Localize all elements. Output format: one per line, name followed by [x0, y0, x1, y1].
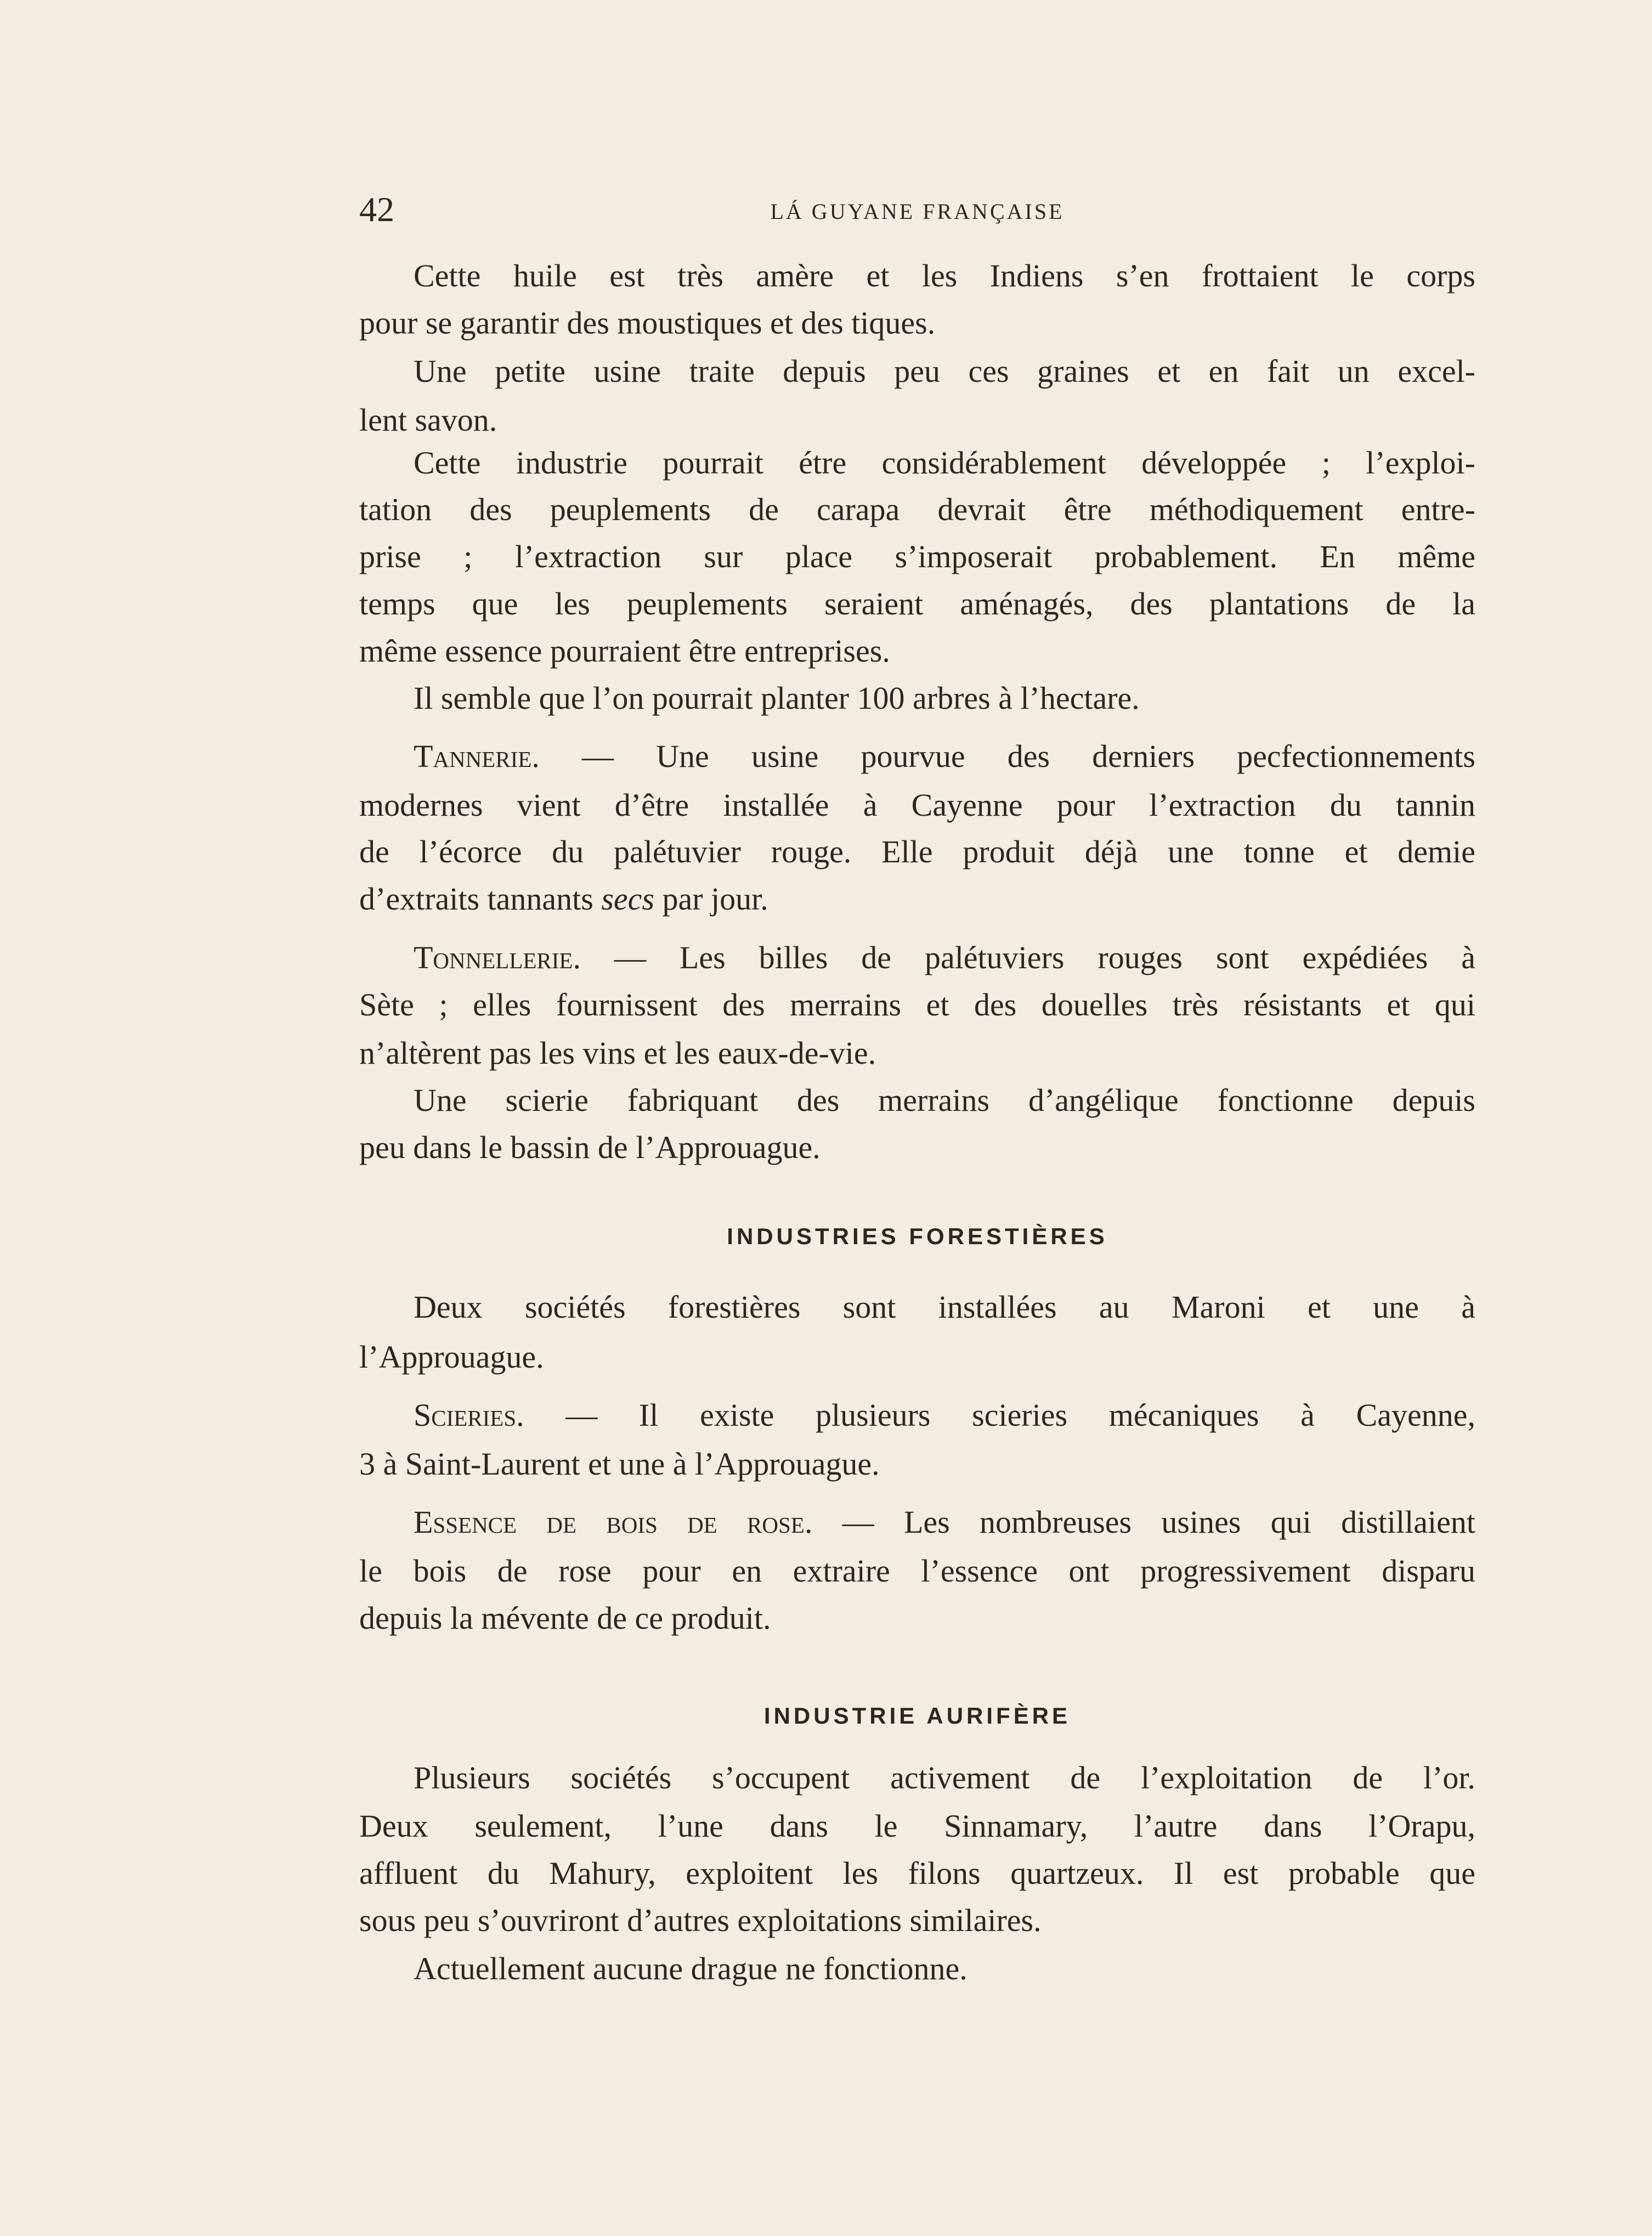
text-run: Il semble que l’on pourrait planter 100 arbres à l’hectare. — [414, 680, 1140, 716]
text-run: temps que les peuplements seraient aménagés, des plantations de la — [359, 586, 1475, 622]
text-line — [359, 582, 1475, 626]
text-run: Deux seulement, l’une dans le Sinnamary, l’autre dans l’Orapu, — [359, 1808, 1475, 1844]
text-line — [359, 629, 1475, 673]
text-line — [359, 254, 1475, 298]
text-line — [359, 398, 1475, 442]
text-run: Sète ; elles fournissent des merrains et des douelles très résistants et qui — [359, 986, 1475, 1023]
running-title: LÁ GUYANE FRANÇAISE — [770, 199, 1065, 224]
text-line — [359, 535, 1475, 579]
text-line — [359, 1393, 1475, 1437]
text-run: n’altèrent pas les vins et les eaux-de-vie. — [359, 1035, 876, 1071]
text-run: depuis la mévente de ce produit. — [359, 1600, 771, 1636]
text-line — [359, 1079, 1475, 1122]
text-run: le bois de rose pour en extraire l’essence ont progressivement disparu — [359, 1552, 1475, 1589]
text-line — [359, 676, 1475, 720]
text-run: de l’écorce du palétuvier rouge. Elle produit déjà une tonne et demie — [359, 834, 1475, 870]
text-line — [359, 1031, 1475, 1075]
text-run: peu dans le bassin de l’Approuague. — [359, 1129, 821, 1165]
text-line — [359, 1899, 1475, 1943]
text-run: Plusieurs sociétés s’occupent activement de l’exploitation de l’or. — [414, 1759, 1475, 1795]
text-run: Deux sociétés forestières sont installées au Maroni et une à — [414, 1289, 1475, 1325]
text-line — [359, 441, 1475, 485]
text-line — [359, 877, 1475, 921]
text-run: sous peu s’ouvriront d’autres exploitations similaires. — [359, 1902, 1042, 1938]
text-line — [359, 1804, 1475, 1848]
italic-text: secs — [601, 881, 654, 917]
text-line — [359, 783, 1475, 827]
text-run: par jour. — [654, 881, 768, 917]
text-run: tation des peuplements de carapa devrait être méthodiquement entre- — [359, 492, 1475, 528]
text-line — [359, 1500, 1475, 1544]
text-line — [359, 1285, 1475, 1329]
run-in-heading: Scieries. — [414, 1397, 524, 1433]
text-line — [359, 1126, 1475, 1170]
text-line — [359, 1549, 1475, 1593]
text-run: Cette industrie pourrait étre considérablement développée ; l’exploi- — [414, 444, 1475, 481]
text-line — [359, 301, 1475, 345]
text-line — [359, 1596, 1475, 1640]
text-line — [359, 735, 1475, 778]
text-run: prise ; l’extraction sur place s’imposerait probablement. En même — [359, 539, 1475, 575]
text-run: affluent du Mahury, exploitent les filons quartzeux. Il est probable que — [359, 1855, 1475, 1891]
text-run: Une scierie fabriquant des merrains d’angélique fonctionne depuis — [414, 1082, 1475, 1118]
text-run: — Les billes de palétuviers rouges sont expédiées à — [580, 939, 1475, 975]
text-run: modernes vient d’être installée à Cayenne pour l’extraction du tannin — [359, 787, 1475, 823]
run-in-heading: Tonnellerie. — [414, 939, 581, 975]
text-run: Actuellement aucune drague ne fonctionne. — [414, 1951, 968, 1987]
text-line — [359, 983, 1475, 1027]
text-run: pour se garantir des moustiques et des tiques. — [359, 304, 936, 341]
text-line — [359, 936, 1475, 980]
text-line — [359, 1851, 1475, 1895]
text-run: — Il existe plusieurs scieries mécaniques à Cayenne, — [524, 1397, 1475, 1433]
text-run: d’extraits tannants — [359, 881, 602, 917]
text-run: Cette huile est très amère et les Indiens s’en frottaient le corps — [414, 258, 1475, 293]
text-line — [359, 830, 1475, 874]
section-heading: INDUSTRIE AURIFÈRE — [763, 1702, 1071, 1729]
text-run: Une petite usine traite depuis peu ces graines et en fait un excel- — [414, 353, 1475, 389]
text-run: lent savon. — [359, 402, 497, 438]
text-line — [359, 488, 1475, 532]
text-line — [359, 1756, 1475, 1800]
text-line — [359, 1947, 1475, 1991]
text-run: — Les nombreuses usines qui distillaient — [812, 1504, 1475, 1540]
text-line — [359, 1335, 1475, 1379]
text-run: 3 à Saint-Laurent et une à l’Approuague. — [359, 1446, 880, 1482]
text-line — [359, 349, 1475, 393]
text-line — [359, 1442, 1475, 1486]
text-run: l’Approuague. — [359, 1339, 544, 1375]
section-heading: INDUSTRIES FORESTIÈRES — [727, 1223, 1108, 1250]
run-in-heading: Tannerie. — [414, 738, 540, 775]
text-run: — Une usine pourvue des derniers pecfectionnements — [539, 738, 1475, 775]
page-number: 42 — [359, 190, 394, 229]
text-run: même essence pourraient être entreprises. — [359, 633, 890, 669]
run-in-heading: Essence de bois de rose. — [414, 1504, 813, 1540]
